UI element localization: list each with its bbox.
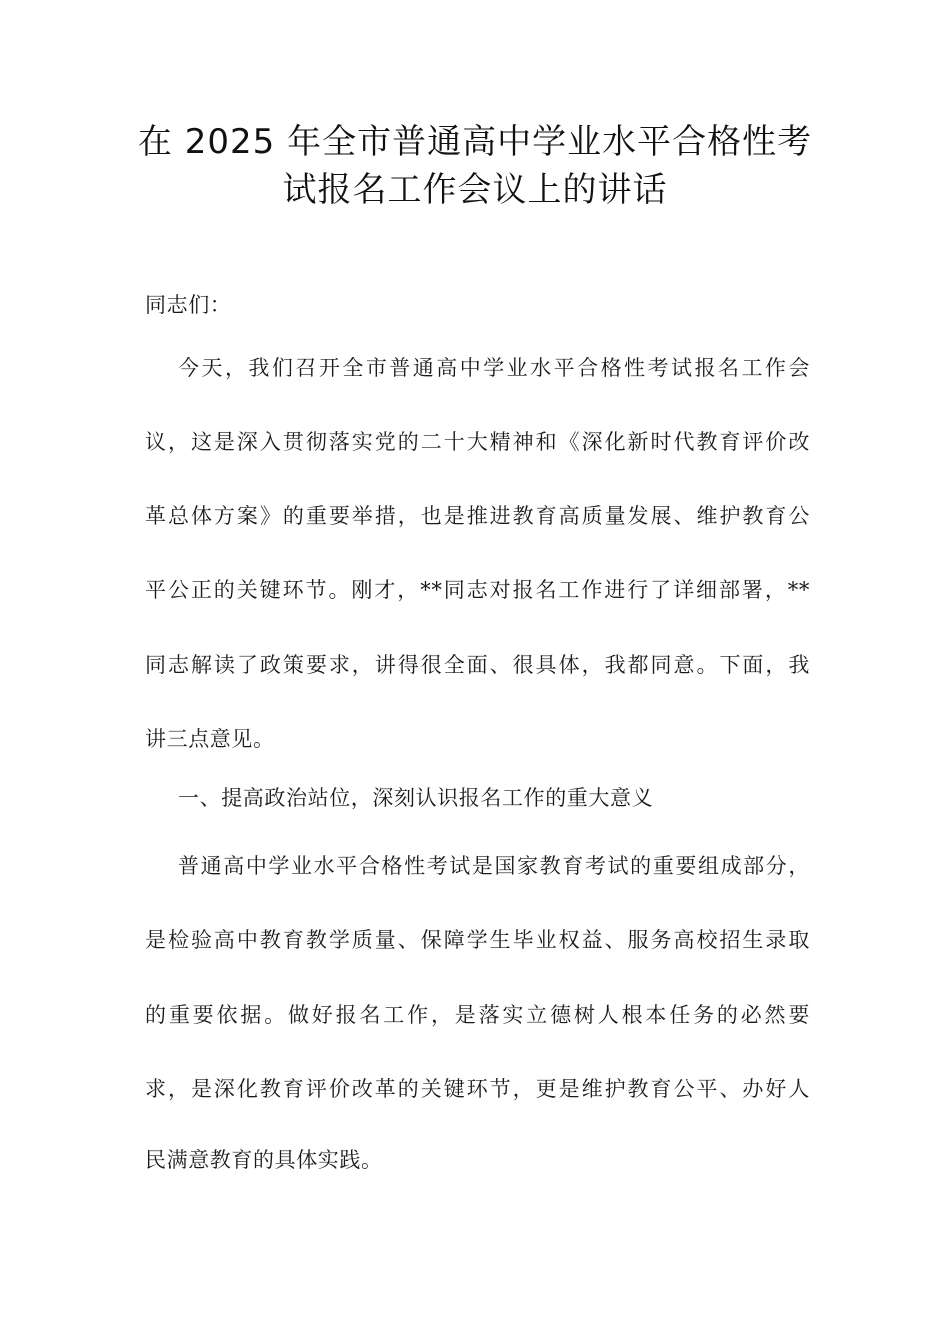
paragraph-1-line-3: 革总体方案》的重要举措，也是推进教育高质量发展、维护教育公	[145, 504, 810, 528]
paragraph-1-line-1: 今天，我们召开全市普通高中学业水平合格性考试报名工作会	[178, 356, 810, 380]
paragraph-1-line-5: 同志解读了政策要求，讲得很全面、很具体，我都同意。下面，我	[145, 653, 810, 677]
section-heading-1: 一、提高政治站位，深刻认识报名工作的重大意义	[178, 786, 654, 810]
paragraph-2-line-1: 普通高中学业水平合格性考试是国家教育考试的重要组成部分，	[178, 854, 810, 878]
paragraph-1-line-6: 讲三点意见。	[145, 727, 275, 751]
paragraph-2-line-2: 是检验高中教育教学质量、保障学生毕业权益、服务高校招生录取	[145, 928, 810, 952]
document-title-line-2: 试报名工作会议上的讲话	[282, 170, 668, 210]
paragraph-2-line-3: 的重要依据。做好报名工作，是落实立德树人根本任务的必然要	[145, 1003, 810, 1027]
paragraph-1-line-2: 议，这是深入贯彻落实党的二十大精神和《深化新时代教育评价改	[145, 430, 810, 454]
paragraph-2-line-5: 民满意教育的具体实践。	[145, 1148, 383, 1172]
document-title-line-1: 在 2025 年全市普通高中学业水平合格性考	[137, 122, 813, 162]
salutation: 同志们：	[145, 293, 232, 317]
paragraph-1-line-4: 平公正的关键环节。刚才，**同志对报名工作进行了详细部署，**	[145, 578, 810, 602]
paragraph-2-line-4: 求，是深化教育评价改革的关键环节，更是维护教育公平、办好人	[145, 1077, 810, 1101]
